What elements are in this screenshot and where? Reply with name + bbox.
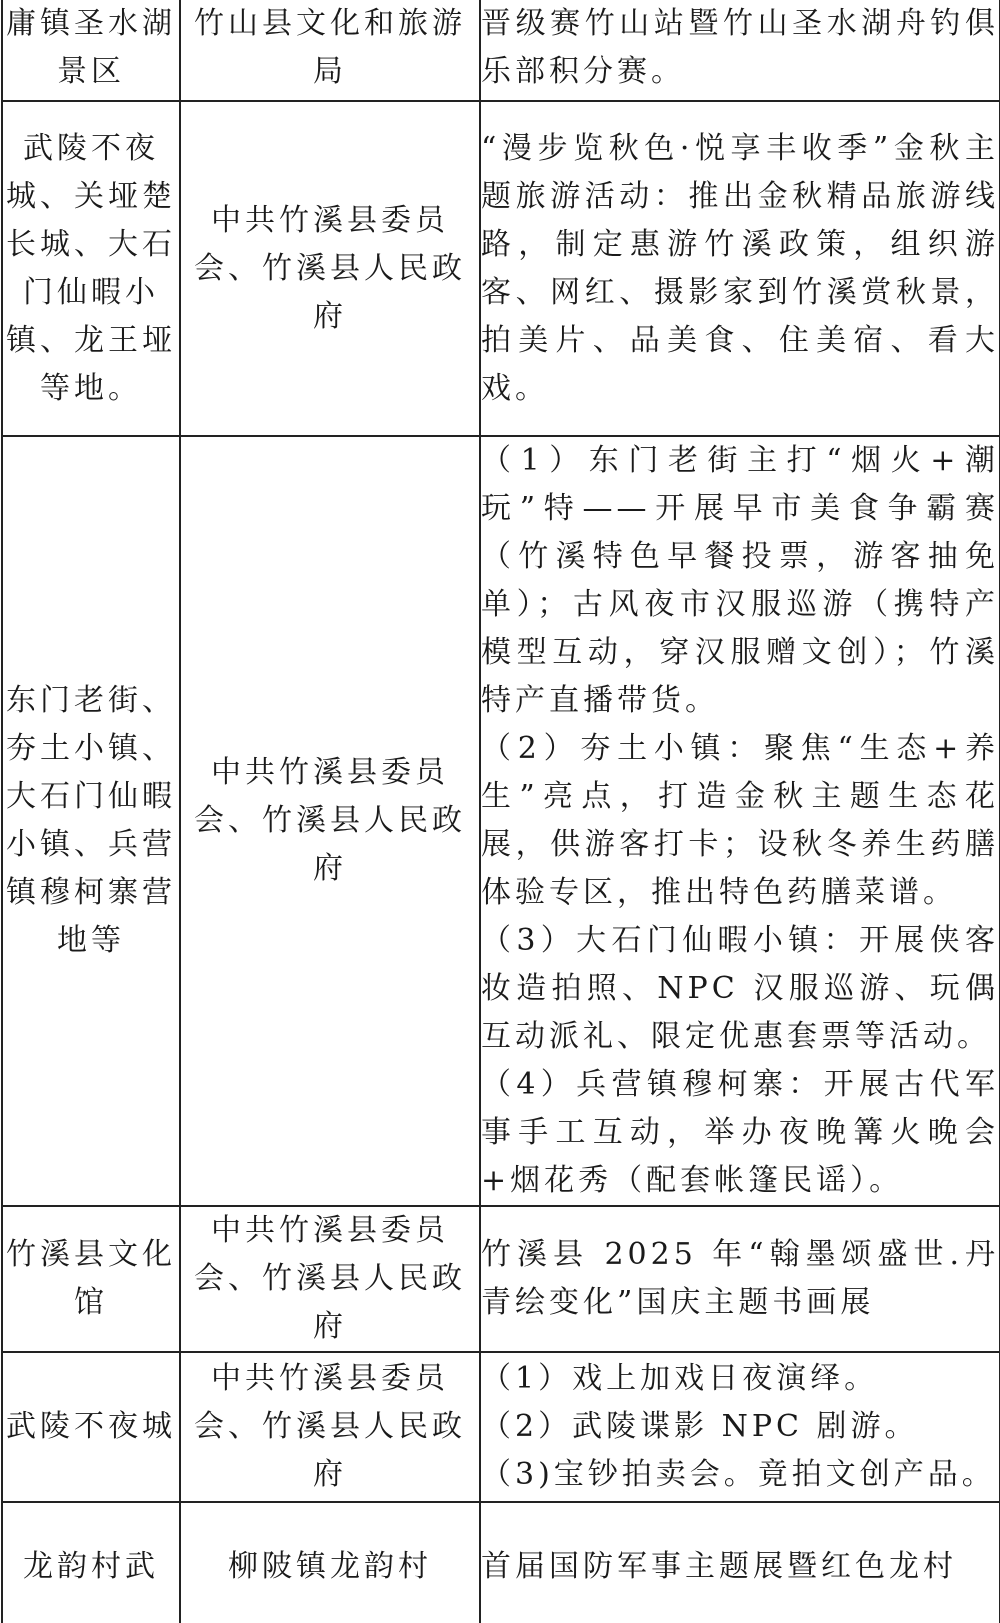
venue-text: 竹溪县文化馆 (6, 1237, 176, 1320)
organizer-cell (180, 1206, 480, 1352)
activity-text: 竹溪县 2025 年“翰墨颂盛世.丹青绘变化”国庆主题书画展 (481, 1237, 999, 1320)
activity-item: （3）大石门仙暇小镇：开展侠客妆造拍照、NPC 汉服巡游、玩偶互动派礼、限定优惠套票等活动。 (481, 923, 999, 1054)
activity-item: （2）武陵谍影 NPC 剧游。 (481, 1409, 919, 1444)
organizer-text: 中共竹溪县委员会、竹溪县人民政府 (194, 1213, 466, 1344)
venue-cell (2, 101, 180, 436)
table-row (2, 436, 1000, 1206)
venue-cell (2, 0, 180, 101)
venue-text: 武陵不夜城 (6, 1409, 176, 1444)
venue-cell (2, 1206, 180, 1352)
activity-text: 晋级赛竹山站暨竹山圣水湖舟钓俱乐部积分赛。 (481, 6, 999, 89)
venue-cell (2, 1352, 180, 1502)
organizer-text: 中共竹溪县委员会、竹溪县人民政府 (194, 755, 466, 886)
table-row (2, 1502, 1000, 1623)
organizer-cell (180, 436, 480, 1206)
activity-cell (480, 1352, 1000, 1502)
organizer-text: 柳陂镇龙韵村 (228, 1549, 432, 1584)
table-row (2, 101, 1000, 436)
table-row (2, 1206, 1000, 1352)
activity-item: （2）夯土小镇：聚焦“生态+养生”亮点，打造金秋主题生态花展，供游客打卡；设秋冬养生药膳体验专区，推出特色药膳菜谱。 (481, 731, 999, 910)
activity-item: （1）东门老街主打“烟火+潮玩”特——开展早市美食争霸赛（竹溪特色早餐投票，游客抽免单）；古风夜市汉服巡游（携特产模型互动，穿汉服赠文创）；竹溪特产直播带货。 (481, 443, 999, 718)
activity-text: “漫步览秋色·悦享丰收季”金秋主题旅游活动：推出金秋精品旅游线路，制定惠游竹溪政策，组织游客、网红、摄影家到竹溪赏秋景，拍美片、品美食、住美宿、看大戏。 (481, 130, 999, 406)
activity-schedule-table (1, 0, 1000, 1623)
table-row (2, 0, 1000, 101)
activity-item: （4）兵营镇穆柯寨：开展古代军事手工互动，举办夜晚篝火晚会+烟花秀（配套帐篷民谣）。 (481, 1067, 999, 1198)
activity-cell (480, 0, 1000, 101)
organizer-text: 中共竹溪县委员会、竹溪县人民政府 (194, 1361, 466, 1492)
venue-text: 龙韵村武 (23, 1549, 159, 1584)
activity-cell (480, 101, 1000, 436)
organizer-text: 竹山县文化和旅游局 (194, 6, 466, 89)
activity-cell (480, 436, 1000, 1206)
venue-text: 武陵不夜城、关垭楚长城、大石门仙暇小镇、龙王垭等地。 (6, 130, 176, 406)
activity-item: （3)宝钞拍卖会。竟拍文创产品。 (481, 1457, 996, 1492)
activity-cell (480, 1206, 1000, 1352)
organizer-cell (180, 1502, 480, 1623)
organizer-cell (180, 0, 480, 101)
venue-text: 庸镇圣水湖景区 (6, 6, 176, 89)
activity-item: （1）戏上加戏日夜演绎。 (481, 1361, 879, 1396)
organizer-cell (180, 1352, 480, 1502)
activity-cell (480, 1502, 1000, 1623)
organizer-cell (180, 101, 480, 436)
venue-cell (2, 436, 180, 1206)
organizer-text: 中共竹溪县委员会、竹溪县人民政府 (194, 202, 466, 334)
venue-cell (2, 1502, 180, 1623)
activity-text: 首届国防军事主题展暨红色龙村 (481, 1549, 957, 1584)
table-row (2, 1352, 1000, 1502)
venue-text: 东门老街、夯土小镇、大石门仙暇小镇、兵营镇穆柯寨营地等 (6, 683, 176, 958)
